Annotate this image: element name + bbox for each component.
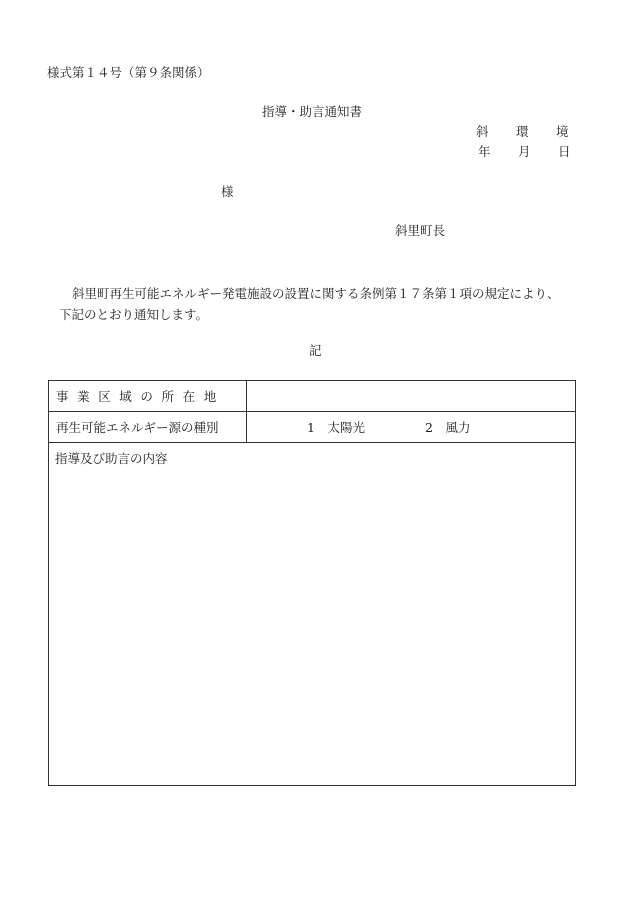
location-label-cell bbox=[49, 381, 247, 412]
energy-options-cell bbox=[247, 412, 576, 443]
notice-body-line2: 下記のとおり通知します。 bbox=[59, 307, 209, 322]
energy-option-wind[interactable]: 2 風力 bbox=[425, 420, 471, 435]
sender-name: 斜里町長 bbox=[395, 223, 446, 238]
location-value-cell[interactable] bbox=[247, 381, 576, 412]
department-char: 境 bbox=[556, 124, 569, 139]
content-cell[interactable] bbox=[49, 443, 576, 786]
table-row-location bbox=[49, 381, 576, 412]
energy-option-solar[interactable]: 1 太陽光 bbox=[307, 420, 365, 435]
energy-label-cell bbox=[49, 412, 247, 443]
document-title: 指導・助言通知書 bbox=[262, 104, 363, 119]
addressee-suffix: 様 bbox=[221, 184, 234, 199]
department-char: 環 bbox=[516, 124, 529, 139]
table-row-energy bbox=[49, 412, 576, 443]
date-year-char: 年 bbox=[478, 144, 491, 159]
form-number: 様式第１４号（第９条関係） bbox=[47, 65, 210, 80]
date-line bbox=[478, 146, 571, 159]
department-name bbox=[476, 126, 569, 139]
date-month-char: 月 bbox=[518, 144, 531, 159]
location-label: 事業区域の所在地 bbox=[56, 389, 225, 404]
details-table bbox=[48, 380, 576, 786]
notice-body bbox=[47, 283, 602, 325]
energy-label: 再生可能エネルギー源の種別 bbox=[56, 420, 219, 435]
ki-heading: 記 bbox=[309, 343, 322, 358]
date-day-char: 日 bbox=[558, 144, 571, 159]
table-row-content bbox=[49, 443, 576, 786]
department-char: 斜 bbox=[476, 124, 489, 139]
notice-body-line1: 斜里町再生可能エネルギー発電施設の設置に関する条例第１７条第１項の規定により、 bbox=[72, 286, 560, 301]
content-label: 指導及び助言の内容 bbox=[55, 451, 168, 466]
